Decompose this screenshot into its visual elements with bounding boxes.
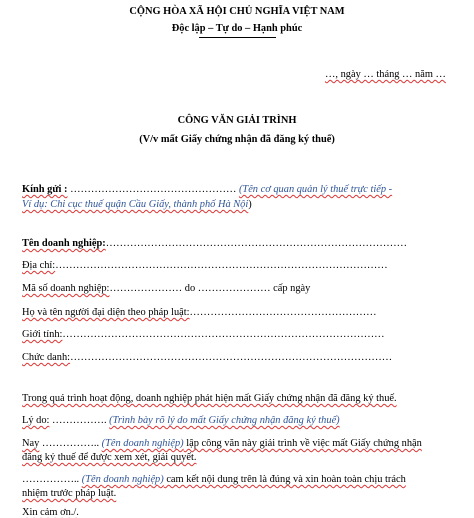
commit-text: cam kết nội dung trên là đúng và xin hoàn toàn chịu trách <box>163 474 406 485</box>
date-line <box>325 69 446 80</box>
field-address <box>22 260 388 271</box>
field-position <box>22 352 392 363</box>
paragraph-explanation-2 <box>22 452 196 463</box>
commit-dots: …………….. <box>22 474 82 485</box>
document-title: CÔNG VĂN GIẢI TRÌNH <box>177 115 297 126</box>
document-subtitle: (V/v mất Giấy chứng nhận đã đăng ký thuế) <box>139 134 335 145</box>
field-representative <box>22 307 377 318</box>
closing-thanks <box>22 507 79 518</box>
motto-underline <box>199 37 276 38</box>
field-company-name <box>22 238 407 249</box>
field-gender <box>22 329 385 340</box>
field-dots: ………………………………………………………………………………… <box>70 352 393 363</box>
republic-heading: CỘNG HÒA XÃ HỘI CHỦ NGHĨA VIỆT NAM <box>129 6 345 17</box>
field-label: Chức danh: <box>22 352 71 363</box>
field-dots: ………………… do ………………… cấp ngày <box>109 283 311 294</box>
reason-label: Lý do: <box>22 415 50 426</box>
thanks-text: Xin cảm ơn./. <box>22 507 79 518</box>
recipient-line <box>22 184 392 195</box>
recipient-example: Ví dụ: Chi cục thuế quận Cầu Giấy, thành phố Hà Nội <box>22 199 249 210</box>
nay-label: Nay <box>22 438 40 449</box>
reason-dots: ……………. <box>49 415 110 426</box>
paragraph-commitment <box>22 474 406 485</box>
field-dots: …………………………………………………………………………………… <box>55 260 388 271</box>
recipient-dots: ………………………………………… <box>67 184 239 195</box>
paragraph-reason <box>22 415 340 426</box>
recipient-label: Kính gửi : <box>22 184 68 195</box>
field-label: Giới tính: <box>22 329 63 340</box>
commit-text-2: nhiệm trước pháp luật. <box>22 488 117 499</box>
commit-hint: (Tên doanh nghiệp) <box>81 474 164 485</box>
paragraph-commitment-2 <box>22 488 116 499</box>
paragraph-discovery <box>22 393 397 404</box>
motto-heading: Độc lập – Tự do – Hạnh phúc <box>171 23 303 34</box>
date-text: …, ngày … tháng … năm … <box>325 69 446 80</box>
field-dots: ……………………………………………… <box>189 307 377 318</box>
nay-text: lập công văn này giải trình về việc mất Giấy chứng nhận <box>183 438 422 449</box>
field-label: Địa chỉ: <box>22 260 56 271</box>
recipient-hint: (Tên cơ quan quản lý thuế trực tiếp - <box>238 184 393 195</box>
field-dots: ………………………………………………………………………………… <box>62 329 385 340</box>
reason-hint: (Trình bày rõ lý do mất Giấy chứng nhận đăng ký thuế) <box>109 415 340 426</box>
recipient-hint-end: ) <box>248 199 252 210</box>
nay-dots: …………….. <box>39 438 102 449</box>
nay-text-2: đăng ký thuế để được xem xét, giải quyết. <box>22 452 197 463</box>
field-company-code <box>22 283 310 294</box>
nay-hint: (Tên doanh nghiệp) <box>101 438 184 449</box>
field-dots: …………………………………………………………………………… <box>105 238 408 249</box>
field-label: Mã số doanh nghiệp: <box>22 283 110 294</box>
field-label: Tên doanh nghiệp: <box>22 238 106 249</box>
paragraph-explanation <box>22 438 422 449</box>
field-label: Họ và tên người đại diện theo pháp luật: <box>22 307 190 318</box>
discovery-text: Trong quá trình hoạt động, doanh nghiệp phát hiện mất Giấy chứng nhận đã đăng ký thuế. <box>22 393 397 404</box>
recipient-line-2 <box>22 199 252 210</box>
